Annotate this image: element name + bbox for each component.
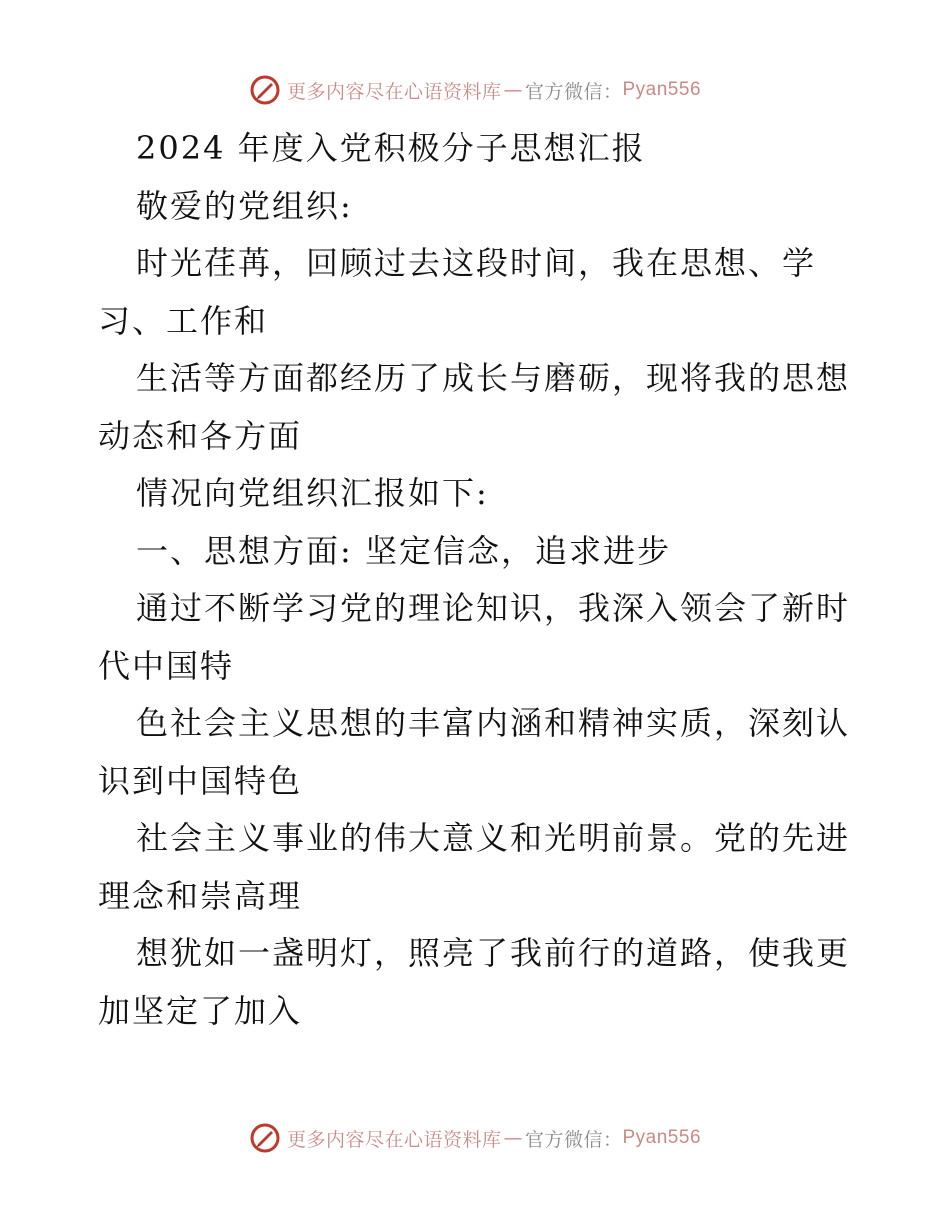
document-line: 习、工作和 [98,301,269,340]
document-line: 2024 年度入党积极分子思想汇报 [136,129,646,167]
banner-dash: — [503,79,523,101]
banner-dash: — [503,1127,523,1149]
document-line: 一、思想方面: 坚定信念，追求进步 [136,531,671,570]
document-line: 情况向党组织汇报如下: [136,474,489,512]
document-line: 色社会主义思想的丰富内涵和精神实质，深刻认 [136,704,851,742]
banner-main-text: 更多内容尽在心语资料库 [286,80,502,103]
document-line: 社会主义事业的伟大意义和光明前景。党的先进 [136,819,851,857]
document-body [98,120,858,1040]
quill-logo-icon [249,1122,281,1154]
banner-main-text: 更多内容尽在心语资料库 [286,1128,502,1151]
footer-watermark-banner [0,1118,950,1158]
document-line: 时光荏苒，回顾过去这段时间，我在思想、学 [136,244,817,282]
banner-wechat-id: Pyan556 [622,79,702,100]
banner-wechat-label: 官方微信： [524,1128,623,1151]
document-line: 想犹如一盏明灯，照亮了我前行的道路，使我更 [136,934,851,972]
document-line: 敬爱的党组织: [136,186,353,225]
quill-logo-icon [249,74,281,106]
banner-wechat-id: Pyan556 [622,1127,702,1148]
document-line: 识到中国特色 [98,761,303,800]
banner-wechat-label: 官方微信： [524,80,623,103]
document-line: 通过不断学习党的理论知识，我深入领会了新时 [136,589,851,627]
header-watermark-banner [0,70,950,110]
document-line: 理念和崇高理 [98,876,303,915]
document-line: 代中国特 [98,646,235,685]
document-line: 生活等方面都经历了成长与磨砺，现将我的思想 [136,359,851,397]
document-line: 加坚定了加入 [98,991,303,1030]
document-line: 动态和各方面 [98,416,303,455]
